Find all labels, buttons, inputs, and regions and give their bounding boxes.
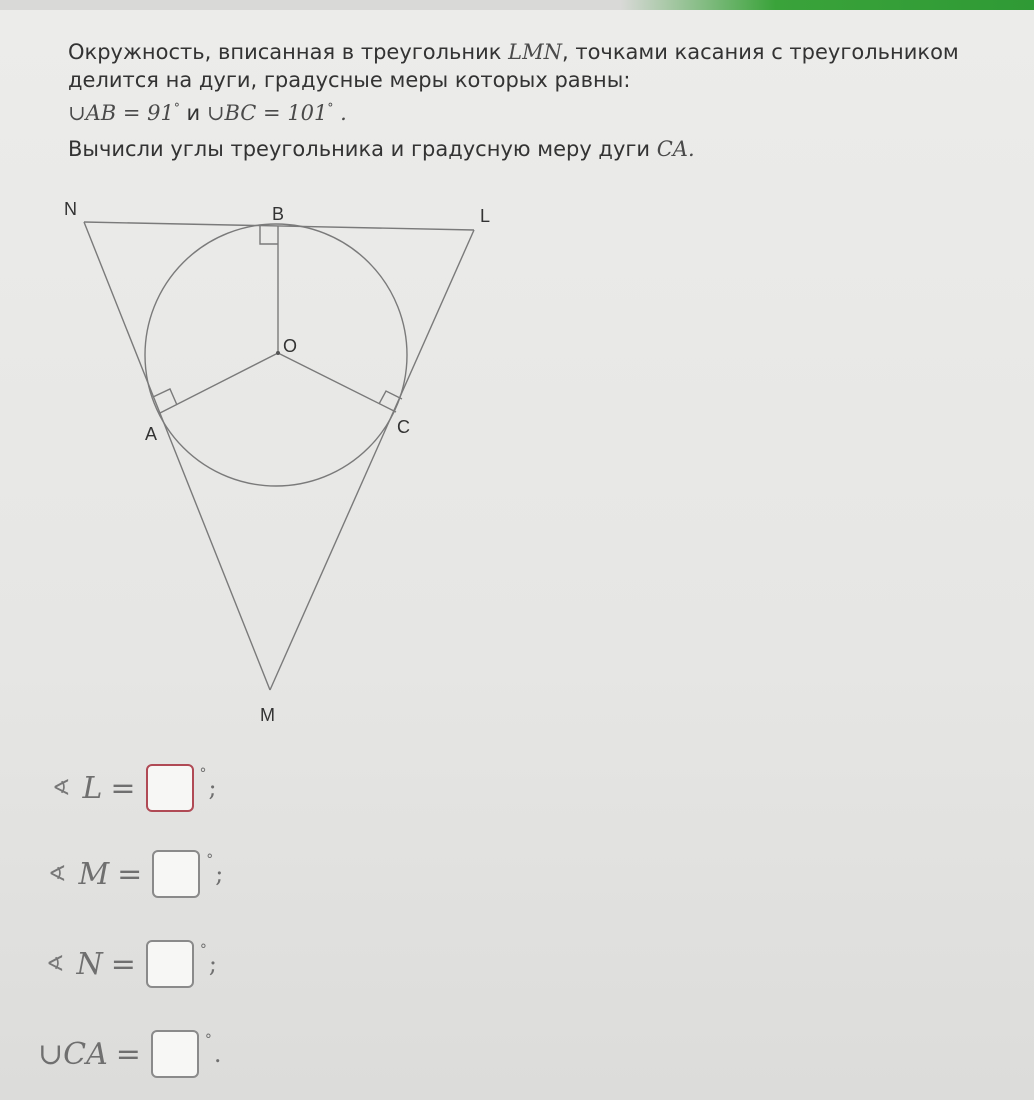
- angle-symbol: ∢: [52, 775, 71, 801]
- answer-label: CA: [63, 1036, 108, 1072]
- right-angle-b: [260, 226, 278, 244]
- semicolon: ;: [208, 774, 217, 802]
- answer-row-angle-m: [48, 850, 223, 898]
- equals-sign: =: [117, 856, 143, 892]
- problem-line-2: делится на дуги, градусные меры которых равны:: [68, 68, 631, 92]
- vertex-label-m: M: [260, 705, 275, 725]
- period: .: [687, 137, 695, 161]
- period: .: [213, 1040, 222, 1068]
- arc-ab-degree: °: [173, 101, 180, 115]
- radius-oc: [278, 353, 396, 412]
- answer-row-angle-n: [46, 940, 217, 988]
- point-label-b: B: [272, 204, 285, 224]
- equals-sign: =: [110, 770, 136, 806]
- semicolon: ;: [208, 950, 217, 978]
- and-word: и: [179, 101, 207, 125]
- triangle-name: LMN: [508, 40, 562, 64]
- answer-label: M: [78, 856, 110, 892]
- side-lm: [270, 230, 474, 690]
- arc-ca-name: CA: [656, 137, 688, 161]
- center-label-o: O: [283, 336, 298, 356]
- angle-symbol: ∢: [48, 861, 67, 887]
- side-nm: [84, 222, 270, 690]
- arc-bc-value: = 101: [256, 101, 328, 125]
- arc-bc-degree: °: [327, 101, 334, 115]
- answer-label: L: [82, 770, 103, 806]
- vertex-label-n: N: [64, 199, 77, 219]
- arc-symbol: ∪: [38, 1036, 64, 1072]
- degree-sign: °: [199, 942, 207, 958]
- degree-sign: °: [199, 766, 207, 782]
- right-angle-a: [153, 389, 177, 405]
- answer-row-arc-ca: [38, 1030, 222, 1078]
- angle-symbol: ∢: [46, 951, 65, 977]
- point-label-c: C: [397, 417, 410, 437]
- arc-ab-label: ∪AB: [68, 101, 117, 125]
- angle-l-input[interactable]: [146, 764, 194, 812]
- arc-ab-value: = 91: [116, 101, 174, 125]
- center-point: [276, 351, 280, 355]
- semicolon: ;: [215, 860, 224, 888]
- degree-sign: °: [204, 1032, 212, 1048]
- angle-m-input[interactable]: [152, 850, 200, 898]
- arc-bc-end: .: [333, 101, 347, 125]
- vertex-label-l: L: [480, 206, 491, 226]
- incircle: [145, 224, 407, 486]
- point-label-a: A: [145, 424, 158, 444]
- arc-ca-input[interactable]: [151, 1030, 199, 1078]
- answer-row-angle-l: [52, 764, 217, 812]
- answer-label: N: [76, 946, 103, 982]
- equals-sign: =: [110, 946, 136, 982]
- problem-text: Вычисли углы треугольника и градусную меру дуги: [68, 137, 657, 161]
- radius-oa: [160, 353, 278, 413]
- problem-text: , точками касания с треугольником: [562, 40, 959, 64]
- arc-bc-label: ∪BC: [206, 101, 257, 125]
- equals-sign: =: [115, 1036, 141, 1072]
- problem-text: Окружность, вписанная в треугольник: [68, 40, 509, 64]
- angle-n-input[interactable]: [146, 940, 194, 988]
- degree-sign: °: [206, 852, 214, 868]
